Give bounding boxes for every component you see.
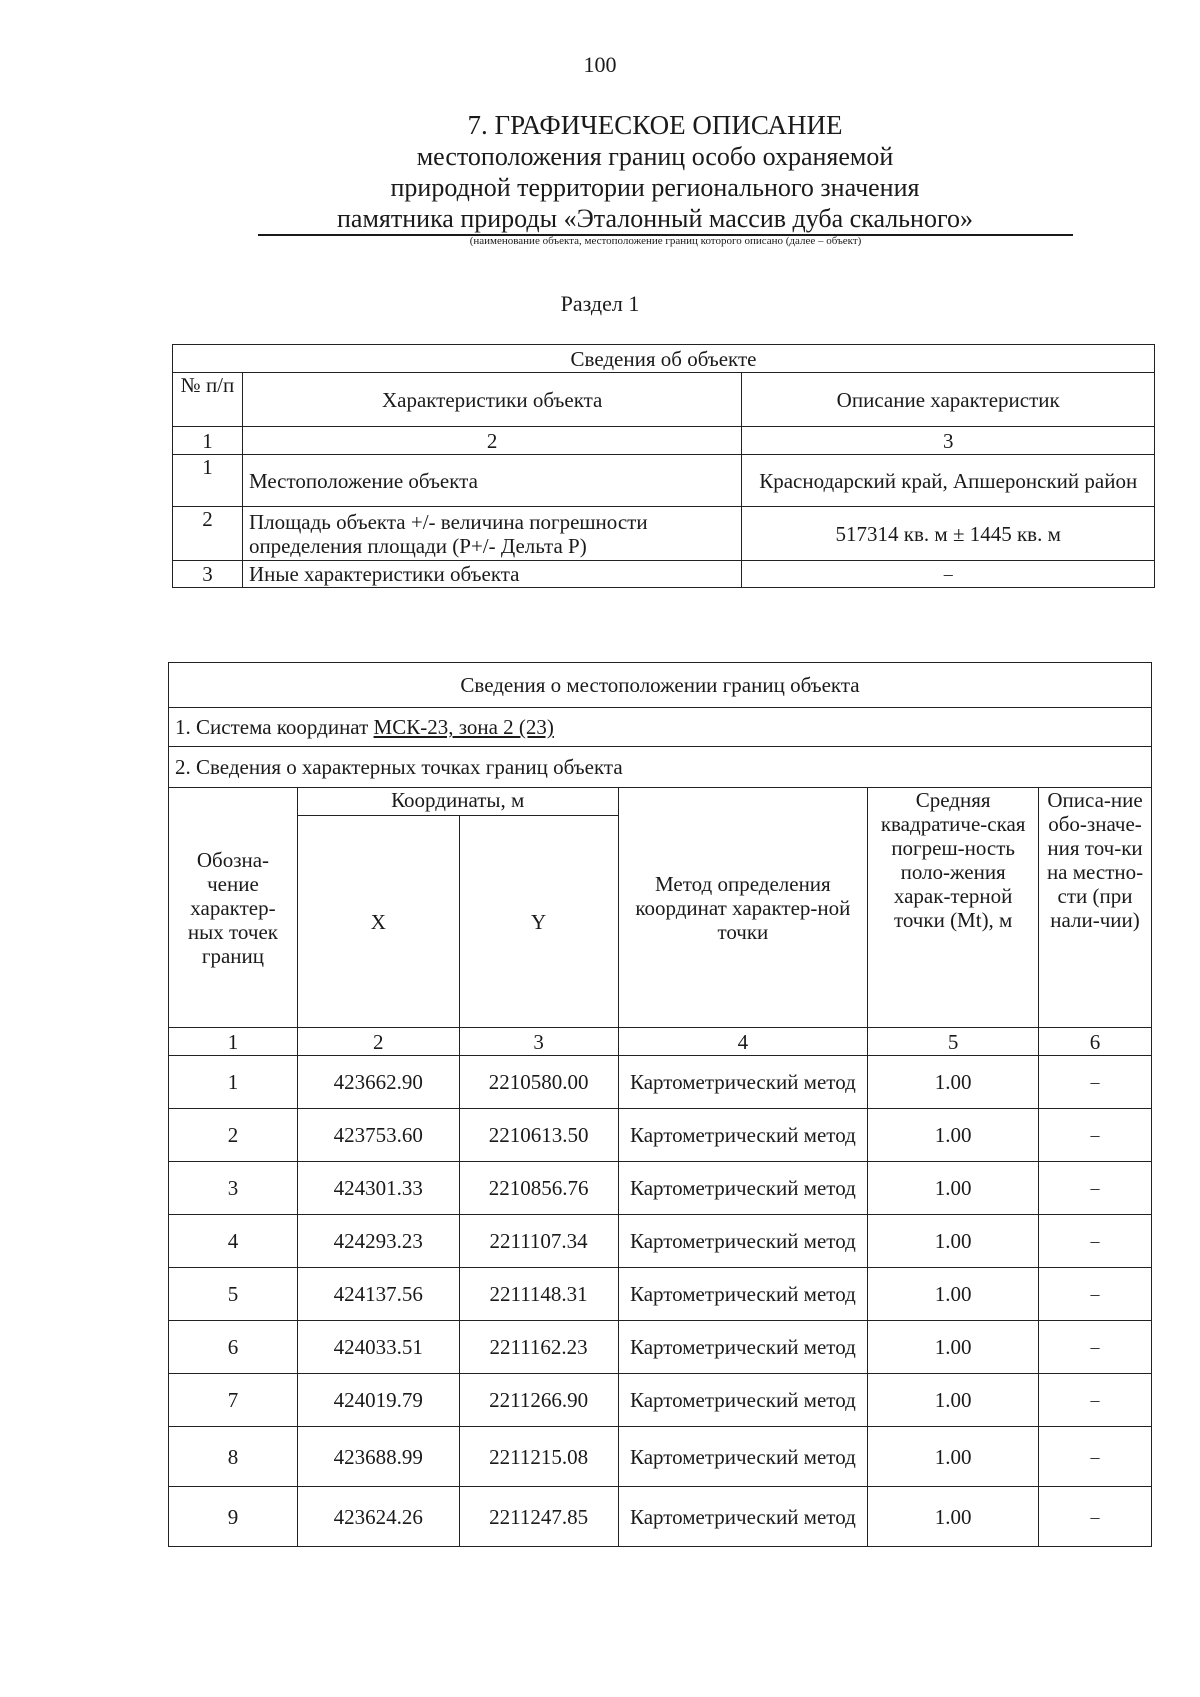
- header-method: Метод определения координат характер-ной точки: [618, 788, 868, 1028]
- table-row: [173, 561, 1155, 588]
- coordinate-system-name: МСК-23, зона 2 (23): [373, 715, 554, 739]
- table-row: [173, 455, 1155, 507]
- row-characteristic: Площадь объекта +/- величина погрешности определения площади (P+/- Дельта P): [242, 507, 741, 561]
- points-section-title: 2. Сведения о характерных точках границ объекта: [169, 747, 1152, 788]
- mean-error: 1.00: [868, 1162, 1039, 1215]
- coord-y: 2210580.00: [459, 1056, 618, 1109]
- table-row: [169, 1427, 1152, 1487]
- title-line-2: местоположения границ особо охраняемой: [416, 142, 894, 171]
- mean-error: 1.00: [868, 1109, 1039, 1162]
- coord-y: 2211107.34: [459, 1215, 618, 1268]
- point-description: –: [1039, 1215, 1152, 1268]
- point-number: 8: [169, 1427, 298, 1487]
- point-number: 7: [169, 1374, 298, 1427]
- table-row: [169, 1321, 1152, 1374]
- header-y: Y: [459, 816, 618, 1028]
- table-row: [169, 1162, 1152, 1215]
- col-number: 3: [459, 1028, 618, 1056]
- document-title: [230, 110, 1080, 234]
- point-number: 6: [169, 1321, 298, 1374]
- header-x: X: [297, 816, 459, 1028]
- row-number: 2: [173, 507, 243, 561]
- header-designation: Обозна-чение характер-ных точек границ: [169, 788, 298, 1028]
- point-description: –: [1039, 1374, 1152, 1427]
- coord-y: 2211162.23: [459, 1321, 618, 1374]
- title-line-4: памятника природы «Эталонный массив дуба скального»: [337, 204, 973, 233]
- row-number: 3: [173, 561, 243, 588]
- point-number: 2: [169, 1109, 298, 1162]
- point-number: 5: [169, 1268, 298, 1321]
- mean-error: 1.00: [868, 1215, 1039, 1268]
- coord-y: 2210856.76: [459, 1162, 618, 1215]
- col-number: 2: [242, 427, 741, 455]
- table-row: [169, 1374, 1152, 1427]
- coord-y: 2211266.90: [459, 1374, 618, 1427]
- col-number: 3: [742, 427, 1155, 455]
- method: Картометрический метод: [618, 1109, 868, 1162]
- method: Картометрический метод: [618, 1215, 868, 1268]
- coord-x: 424293.23: [297, 1215, 459, 1268]
- object-info-table: [172, 344, 1155, 588]
- method: Картометрический метод: [618, 1374, 868, 1427]
- row-description: Краснодарский край, Апшеронский район: [742, 455, 1155, 507]
- title-caption: (наименование объекта, местоположение границ которого описано (далее – объект): [469, 235, 862, 247]
- header-characteristics: Характеристики объекта: [242, 373, 741, 427]
- header-coordinates: Координаты, м: [297, 788, 618, 816]
- point-description: –: [1039, 1321, 1152, 1374]
- row-characteristic: Местоположение объекта: [242, 455, 741, 507]
- method: Картометрический метод: [618, 1427, 868, 1487]
- coord-x: 423624.26: [297, 1487, 459, 1547]
- coord-y: 2211148.31: [459, 1268, 618, 1321]
- section1-title: Раздел 1: [560, 291, 640, 316]
- method: Картометрический метод: [618, 1268, 868, 1321]
- coord-y: 2211247.85: [459, 1487, 618, 1547]
- col-number: 5: [868, 1028, 1039, 1056]
- mean-error: 1.00: [868, 1374, 1039, 1427]
- point-number: 1: [169, 1056, 298, 1109]
- coord-y: 2210613.50: [459, 1109, 618, 1162]
- title-line-1: 7. ГРАФИЧЕСКОЕ ОПИСАНИЕ: [467, 110, 843, 140]
- coord-x: 423753.60: [297, 1109, 459, 1162]
- coord-x: 423662.90: [297, 1056, 459, 1109]
- coord-x: 424137.56: [297, 1268, 459, 1321]
- method: Картометрический метод: [618, 1487, 868, 1547]
- coord-x: 424019.79: [297, 1374, 459, 1427]
- table1-title: Сведения об объекте: [173, 345, 1155, 373]
- point-description: –: [1039, 1056, 1152, 1109]
- table-row: [173, 507, 1155, 561]
- coord-x: 423688.99: [297, 1427, 459, 1487]
- point-description: –: [1039, 1487, 1152, 1547]
- header-number: № п/п: [173, 373, 243, 427]
- point-number: 4: [169, 1215, 298, 1268]
- col-number: 1: [173, 427, 243, 455]
- header-point-description: Описа-ние обо-значе-ния точ-ки на местно-сти (при нали-чии): [1039, 788, 1152, 1028]
- table-row: [169, 1268, 1152, 1321]
- point-description: –: [1039, 1427, 1152, 1487]
- row-characteristic: Иные характеристики объекта: [242, 561, 741, 588]
- coordinate-system: [169, 708, 1152, 747]
- table-row: [169, 1056, 1152, 1109]
- point-number: 3: [169, 1162, 298, 1215]
- table-row: [169, 1215, 1152, 1268]
- col-number: 4: [618, 1028, 868, 1056]
- mean-error: 1.00: [868, 1268, 1039, 1321]
- point-description: –: [1039, 1162, 1152, 1215]
- header-error: Средняя квадратиче-ская погреш-ность поло-жения харак-терной точки (Mt), м: [868, 788, 1039, 1028]
- table2-title: Сведения о местоположении границ объекта: [169, 663, 1152, 708]
- header-description: Описание характеристик: [742, 373, 1155, 427]
- coord-x: 424301.33: [297, 1162, 459, 1215]
- table-row: [169, 1487, 1152, 1547]
- point-description: –: [1039, 1109, 1152, 1162]
- mean-error: 1.00: [868, 1321, 1039, 1374]
- row-description: –: [742, 561, 1155, 588]
- boundary-points-table: [168, 662, 1152, 1547]
- coordinate-system-label: 1. Система координат: [175, 715, 374, 739]
- row-description: 517314 кв. м ± 1445 кв. м: [742, 507, 1155, 561]
- title-line-3: природной территории регионального значения: [390, 173, 920, 202]
- col-number: 6: [1039, 1028, 1152, 1056]
- method: Картометрический метод: [618, 1321, 868, 1374]
- method: Картометрический метод: [618, 1056, 868, 1109]
- coord-y: 2211215.08: [459, 1427, 618, 1487]
- mean-error: 1.00: [868, 1056, 1039, 1109]
- page-number: 100: [583, 52, 617, 77]
- point-number: 9: [169, 1487, 298, 1547]
- coord-x: 424033.51: [297, 1321, 459, 1374]
- col-number: 2: [297, 1028, 459, 1056]
- table-row: [169, 1109, 1152, 1162]
- method: Картометрический метод: [618, 1162, 868, 1215]
- mean-error: 1.00: [868, 1487, 1039, 1547]
- row-number: 1: [173, 455, 243, 507]
- point-description: –: [1039, 1268, 1152, 1321]
- col-number: 1: [169, 1028, 298, 1056]
- mean-error: 1.00: [868, 1427, 1039, 1487]
